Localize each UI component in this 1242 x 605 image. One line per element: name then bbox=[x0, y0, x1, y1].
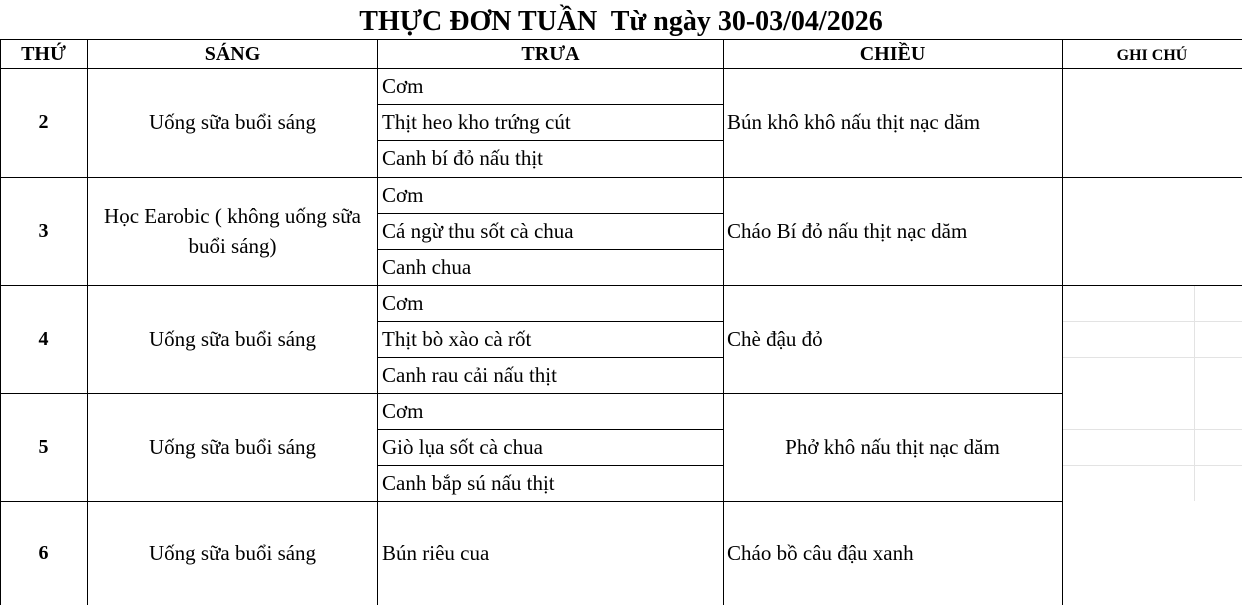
lunch-item: Canh bắp sú nấu thịt bbox=[382, 470, 555, 495]
column-divider bbox=[723, 39, 724, 605]
column-divider bbox=[1062, 39, 1063, 605]
morning-cell: Học Earobic ( không uống sữa buổi sáng) bbox=[104, 204, 361, 258]
row-divider bbox=[0, 177, 1242, 178]
header-lunch: TRƯA bbox=[521, 42, 580, 65]
lunch-item: Thịt bò xào cà rốt bbox=[382, 326, 532, 351]
lunch-item: Canh bí đỏ nấu thịt bbox=[382, 146, 543, 170]
day-cell: 3 bbox=[38, 219, 49, 242]
lunch-item: Giò lụa sốt cà chua bbox=[382, 434, 543, 459]
day-cell: 2 bbox=[38, 111, 49, 133]
lunch-divider bbox=[378, 213, 723, 214]
morning-cell: Uống sữa buổi sáng bbox=[148, 110, 317, 134]
lunch-item: Cơm bbox=[382, 290, 424, 315]
faint-gridline bbox=[1194, 285, 1195, 501]
faint-gridline bbox=[1062, 321, 1242, 322]
morning-cell: Uống sữa buổi sáng bbox=[148, 326, 317, 351]
lunch-divider bbox=[378, 140, 723, 141]
row-divider bbox=[0, 285, 1242, 286]
afternoon-cell: Chè đậu đỏ bbox=[727, 326, 823, 351]
lunch-item: Canh rau cải nấu thịt bbox=[382, 362, 557, 387]
lunch-divider bbox=[378, 357, 723, 358]
lunch-divider bbox=[378, 465, 723, 466]
header-note: GHI CHÚ bbox=[1116, 47, 1188, 64]
lunch-item: Canh chua bbox=[382, 254, 472, 279]
note-cell bbox=[1062, 501, 1242, 605]
table-border-top bbox=[0, 39, 1242, 40]
day-cell: 6 bbox=[38, 541, 49, 564]
note-cell bbox=[1062, 68, 1242, 177]
morning-cell: Uống sữa buổi sáng bbox=[148, 540, 317, 565]
afternoon-cell: Bún khô khô nấu thịt nạc dăm bbox=[727, 110, 981, 134]
day-cell: 4 bbox=[38, 327, 49, 350]
afternoon-cell: Cháo Bí đỏ nấu thịt nạc dăm bbox=[727, 218, 968, 243]
day-cell: 5 bbox=[38, 435, 49, 458]
lunch-item: Cơm bbox=[382, 398, 424, 423]
note-cell bbox=[1062, 177, 1242, 285]
lunch-item: Cơm bbox=[382, 182, 424, 207]
row-divider bbox=[0, 393, 1062, 394]
menu-title: THỰC ĐƠN TUẦN Từ ngày 30-03/04/2026 bbox=[359, 6, 883, 37]
faint-gridline bbox=[1062, 465, 1242, 466]
lunch-divider bbox=[378, 429, 723, 430]
header-day: THỨ bbox=[21, 42, 66, 65]
table-border-left bbox=[0, 39, 1, 605]
faint-gridline bbox=[1062, 429, 1242, 430]
lunch-item: Thịt heo kho trứng cút bbox=[382, 109, 571, 134]
afternoon-cell: Cháo bồ câu đậu xanh bbox=[727, 540, 914, 565]
faint-gridline bbox=[1062, 357, 1242, 358]
afternoon-cell: Phở khô nấu thịt nạc dăm bbox=[785, 434, 1000, 459]
lunch-item: Cá ngừ thu sốt cà chua bbox=[382, 218, 574, 243]
note-cell bbox=[1062, 285, 1242, 393]
header-morning: SÁNG bbox=[204, 42, 261, 65]
column-divider bbox=[87, 39, 88, 605]
column-divider bbox=[377, 39, 378, 605]
header-afternoon: CHIỀU bbox=[859, 42, 926, 65]
lunch-divider bbox=[378, 104, 723, 105]
lunch-item: Bún riêu cua bbox=[382, 540, 490, 565]
lunch-divider bbox=[378, 321, 723, 322]
lunch-item: Cơm bbox=[382, 73, 424, 98]
morning-cell: Uống sữa buổi sáng bbox=[148, 434, 317, 459]
row-divider bbox=[0, 501, 1062, 502]
note-cell bbox=[1062, 393, 1242, 501]
lunch-divider bbox=[378, 249, 723, 250]
header-divider bbox=[0, 68, 1242, 69]
